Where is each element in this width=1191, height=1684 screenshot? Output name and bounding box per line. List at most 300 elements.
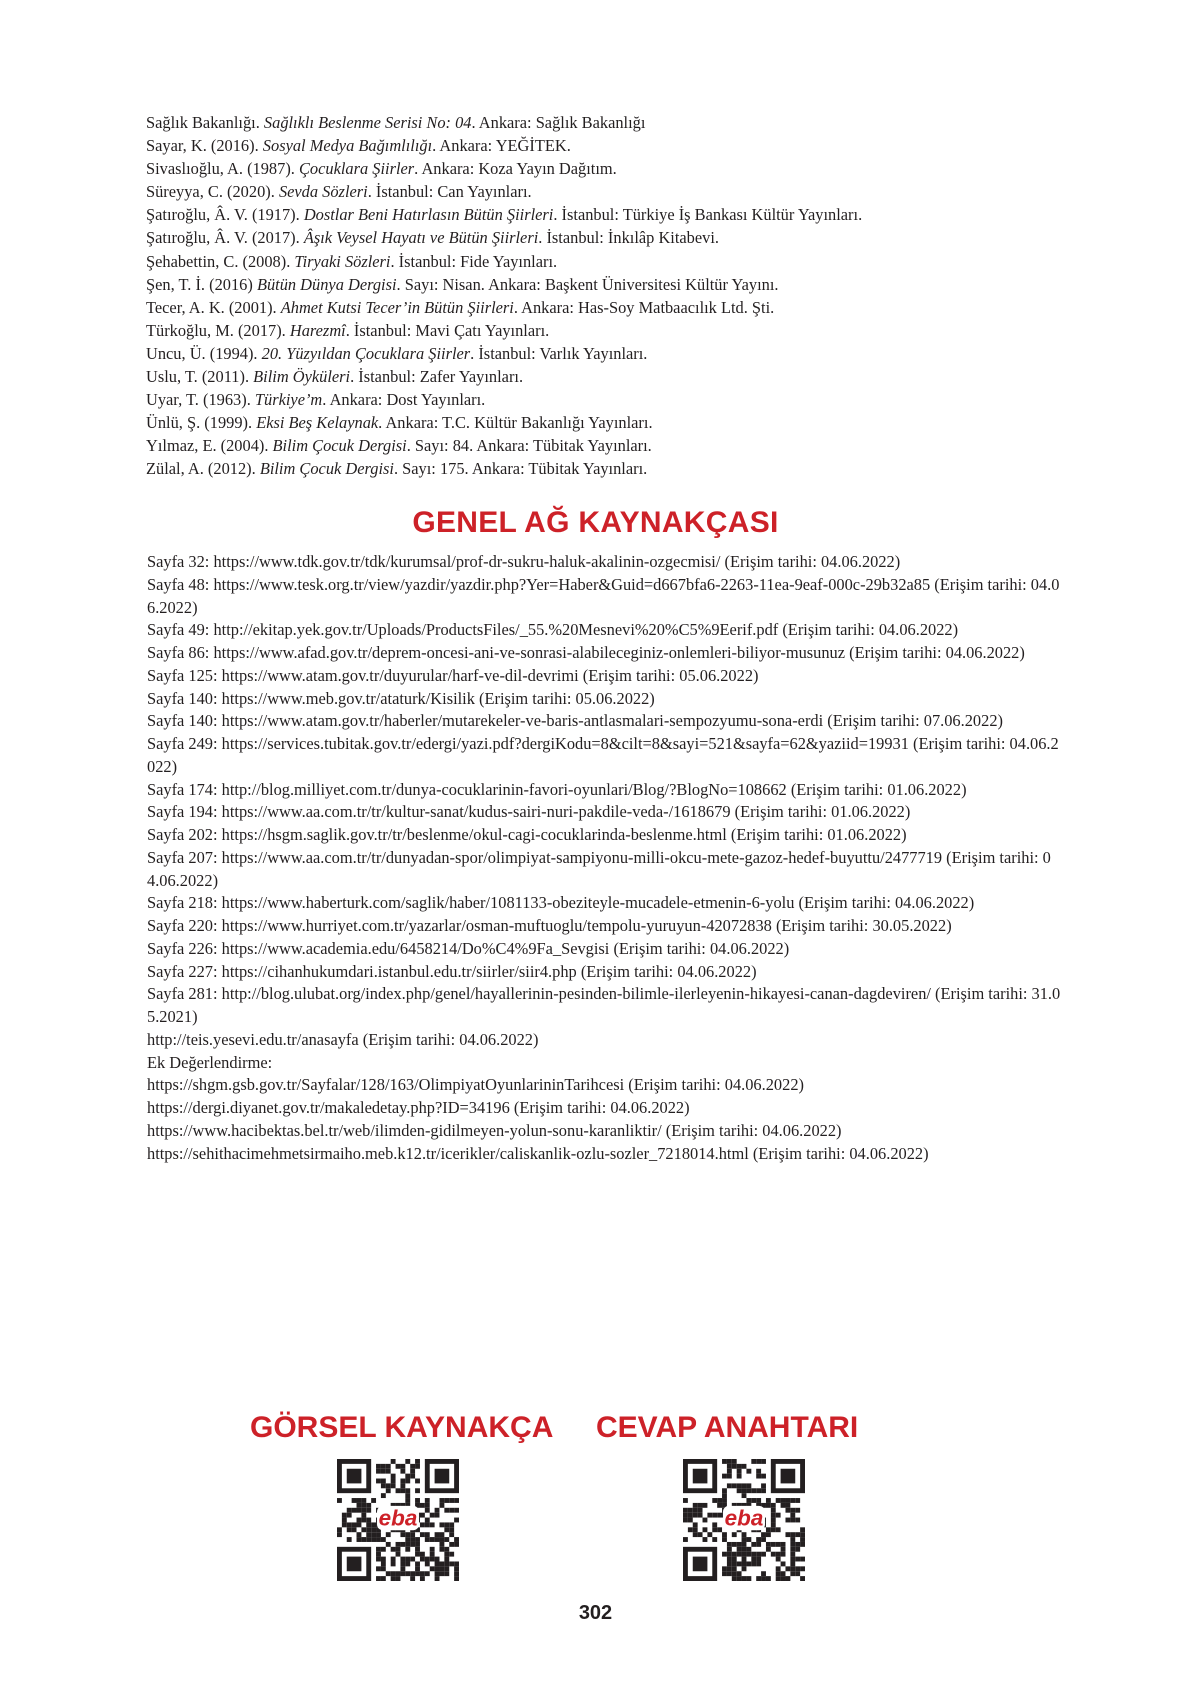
qr-module bbox=[761, 1474, 766, 1479]
qr-module bbox=[800, 1532, 805, 1537]
qr-module bbox=[415, 1498, 420, 1503]
qr-module bbox=[449, 1552, 454, 1557]
qr-module bbox=[420, 1503, 425, 1508]
qr-module bbox=[405, 1542, 410, 1547]
qr-module bbox=[347, 1527, 352, 1532]
qr-module bbox=[742, 1464, 747, 1469]
qr-module bbox=[425, 1522, 430, 1527]
qr-module bbox=[439, 1571, 444, 1576]
web-reference: Sayfa 249: https://services.tubitak.gov.tr/edergi/yazi.pdf?dergiKodu=8&cilt=8&sayi=521&sayfa=62&yaziid=19931 (Erişim tarihi: 04.06.2022) bbox=[147, 734, 1059, 776]
qr-module bbox=[742, 1542, 747, 1547]
qr-module bbox=[371, 1537, 376, 1542]
qr-module bbox=[785, 1576, 790, 1581]
qr-module bbox=[391, 1474, 396, 1479]
qr-module bbox=[761, 1483, 766, 1488]
qr-module bbox=[737, 1552, 742, 1557]
qr-module bbox=[746, 1469, 751, 1474]
bibliography-entry: Sayar, K. (2016). Sosyal Medya Bağımlılığı. Ankara: YEĞİTEK. bbox=[146, 136, 571, 156]
qr-module bbox=[737, 1464, 742, 1469]
web-reference: http://teis.yesevi.edu.tr/anasayfa (Erişim tarihi: 04.06.2022) bbox=[147, 1029, 539, 1049]
qr-module bbox=[449, 1508, 454, 1513]
qr-module bbox=[357, 1532, 362, 1537]
qr-module bbox=[746, 1498, 751, 1503]
qr-module bbox=[781, 1561, 786, 1566]
qr-module bbox=[712, 1527, 717, 1532]
qr-finder-inner bbox=[435, 1469, 450, 1484]
qr-module bbox=[766, 1498, 771, 1503]
qr-module bbox=[766, 1503, 771, 1508]
qr-module bbox=[756, 1542, 761, 1547]
bibliography-entry: Uslu, T. (2011). Bilim Öyküleri. İstanbul: Zafer Yayınları. bbox=[146, 367, 524, 387]
qr-finder-inner bbox=[347, 1557, 362, 1572]
bibliography-entry: Türkoğlu, M. (2017). Harezmî. İstanbul: Mavi Çatı Yayınları. bbox=[146, 320, 550, 340]
answer-key-qr-code[interactable] bbox=[683, 1459, 805, 1581]
qr-module bbox=[790, 1561, 795, 1566]
qr-module bbox=[737, 1576, 742, 1581]
web-reference: Sayfa 32: https://www.tdk.gov.tr/tdk/kurumsal/prof-dr-sukru-haluk-akalinin-ozgecmisi/ (Erişim tarihi: 04.06.2022) bbox=[147, 552, 901, 571]
qr-module bbox=[732, 1542, 737, 1547]
bibliography-entry: Şen, T. İ. (2016) Bütün Dünya Dergisi. Sayı: Nisan. Ankara: Başkent Üniversitesi Kültür Yayını. bbox=[146, 274, 779, 294]
qr-module bbox=[737, 1542, 742, 1547]
qr-module bbox=[737, 1547, 742, 1552]
qr-module bbox=[703, 1503, 708, 1508]
qr-code-icon bbox=[337, 1459, 459, 1581]
qr-module bbox=[376, 1537, 381, 1542]
qr-module bbox=[376, 1557, 381, 1562]
qr-module bbox=[405, 1561, 410, 1566]
qr-module bbox=[410, 1576, 415, 1581]
qr-module bbox=[761, 1537, 766, 1542]
qr-module bbox=[737, 1474, 742, 1479]
qr-module bbox=[795, 1508, 800, 1513]
qr-module bbox=[342, 1513, 347, 1518]
bibliography-entry: Uncu, Ü. (1994). 20. Yüzyıldan Çocuklara Şiirler. İstanbul: Varlık Yayınları. bbox=[146, 343, 648, 363]
qr-module bbox=[771, 1527, 776, 1532]
qr-module bbox=[400, 1483, 405, 1488]
qr-module bbox=[756, 1474, 761, 1479]
web-reference: Sayfa 281: http://blog.ulubat.org/index.php/genel/hayallerinin-pesinden-bilimle-ilerleyenin-hikayesi-canan-dagdeviren/ (Erişim tarihi: 31.05.2021) bbox=[147, 984, 1061, 1026]
qr-module bbox=[425, 1498, 430, 1503]
qr-module bbox=[742, 1561, 747, 1566]
qr-finder-inner bbox=[347, 1469, 362, 1484]
qr-module bbox=[381, 1483, 386, 1488]
qr-module bbox=[396, 1542, 401, 1547]
qr-module bbox=[737, 1483, 742, 1488]
qr-module bbox=[376, 1576, 381, 1581]
qr-finder-inner bbox=[781, 1469, 796, 1484]
qr-module bbox=[386, 1469, 391, 1474]
qr-module bbox=[342, 1518, 347, 1523]
visual-references-title: GÖRSEL KAYNAKÇA bbox=[250, 1411, 554, 1444]
web-references-list bbox=[147, 551, 1062, 1165]
qr-module bbox=[386, 1542, 391, 1547]
qr-module bbox=[790, 1513, 795, 1518]
qr-module bbox=[361, 1513, 366, 1518]
qr-module bbox=[366, 1532, 371, 1537]
qr-module bbox=[790, 1542, 795, 1547]
qr-module bbox=[391, 1483, 396, 1488]
qr-module bbox=[742, 1488, 747, 1493]
qr-module bbox=[439, 1542, 444, 1547]
qr-module bbox=[400, 1488, 405, 1493]
qr-module bbox=[790, 1552, 795, 1557]
qr-module bbox=[337, 1532, 342, 1537]
web-reference: Sayfa 207: https://www.aa.com.tr/tr/dunyadan-spor/olimpiyat-sampiyonu-milli-okcu-mete-gazoz-hedef-buyuttu/2477719 (Erişim tarihi: 04.06.2022) bbox=[147, 847, 1051, 890]
qr-module bbox=[396, 1571, 401, 1576]
qr-module bbox=[435, 1571, 440, 1576]
web-reference: Sayfa 218: https://www.haberturk.com/saglik/haber/1081133-obeziteyle-mucadele-etmenin-6-yolu (Erişim tarihi: 04.06.2022) bbox=[147, 893, 975, 913]
qr-module bbox=[430, 1557, 435, 1562]
qr-module bbox=[688, 1508, 693, 1513]
qr-module bbox=[795, 1566, 800, 1571]
qr-module bbox=[400, 1561, 405, 1566]
qr-module bbox=[435, 1566, 440, 1571]
qr-module bbox=[381, 1561, 386, 1566]
qr-module bbox=[361, 1498, 366, 1503]
qr-module bbox=[722, 1532, 727, 1537]
qr-module bbox=[425, 1518, 430, 1523]
qr-module bbox=[366, 1503, 371, 1508]
qr-module bbox=[410, 1532, 415, 1537]
qr-finder-inner bbox=[693, 1469, 708, 1484]
qr-module bbox=[722, 1537, 727, 1542]
qr-module bbox=[746, 1547, 751, 1552]
web-reference: Sayfa 140: https://www.meb.gov.tr/ataturk/Kisilik (Erişim tarihi: 05.06.2022) bbox=[147, 688, 655, 708]
qr-module bbox=[444, 1571, 449, 1576]
qr-module bbox=[727, 1557, 732, 1562]
qr-module bbox=[785, 1503, 790, 1508]
qr-module bbox=[790, 1518, 795, 1523]
qr-module bbox=[410, 1542, 415, 1547]
qr-module bbox=[727, 1483, 732, 1488]
qr-module bbox=[454, 1566, 459, 1571]
qr-module bbox=[776, 1527, 781, 1532]
qr-module bbox=[693, 1508, 698, 1513]
qr-module bbox=[357, 1498, 362, 1503]
qr-module bbox=[391, 1547, 396, 1552]
qr-module bbox=[361, 1508, 366, 1513]
qr-finder-inner bbox=[693, 1557, 708, 1572]
qr-module bbox=[751, 1557, 756, 1562]
qr-module bbox=[742, 1576, 747, 1581]
qr-module bbox=[352, 1508, 357, 1513]
qr-module bbox=[435, 1513, 440, 1518]
bibliography-entry: Sivaslıoğlu, A. (1987). Çocuklara Şiirler. Ankara: Koza Yayın Dağıtım. bbox=[146, 159, 617, 179]
qr-module bbox=[430, 1537, 435, 1542]
qr-module bbox=[371, 1498, 376, 1503]
qr-module bbox=[454, 1518, 459, 1523]
qr-module bbox=[717, 1498, 722, 1503]
qr-module bbox=[420, 1576, 425, 1581]
web-reference: Sayfa 86: https://www.afad.gov.tr/deprem-oncesi-ani-ve-sonrasi-alabileceginiz-onlemleri-biliyor-musunuz (Erişim tarihi: 04.06.2022) bbox=[147, 643, 1025, 662]
qr-module bbox=[400, 1571, 405, 1576]
qr-module bbox=[400, 1557, 405, 1562]
eba-logo-text: eba bbox=[378, 1505, 418, 1531]
qr-module bbox=[361, 1518, 366, 1523]
qr-module bbox=[790, 1498, 795, 1503]
qr-module bbox=[449, 1522, 454, 1527]
qr-module bbox=[381, 1464, 386, 1469]
qr-module bbox=[795, 1498, 800, 1503]
qr-module bbox=[410, 1469, 415, 1474]
qr-module bbox=[698, 1532, 703, 1537]
qr-module bbox=[722, 1571, 727, 1576]
qr-module bbox=[444, 1508, 449, 1513]
qr-module bbox=[439, 1566, 444, 1571]
qr-module bbox=[785, 1508, 790, 1513]
qr-module bbox=[391, 1459, 396, 1464]
qr-module bbox=[386, 1571, 391, 1576]
qr-module bbox=[366, 1537, 371, 1542]
qr-module bbox=[405, 1537, 410, 1542]
web-reference: Sayfa 125: https://www.atam.gov.tr/duyurular/harf-ve-dil-devrimi (Erişim tarihi: 05.06.2022) bbox=[147, 665, 759, 685]
qr-module bbox=[376, 1566, 381, 1571]
qr-module bbox=[790, 1557, 795, 1562]
qr-module bbox=[376, 1547, 381, 1552]
qr-module bbox=[717, 1503, 722, 1508]
qr-module bbox=[405, 1474, 410, 1479]
bibliography-entry: Uyar, T. (1963). Türkiye’m. Ankara: Dost Yayınları. bbox=[146, 390, 486, 410]
qr-module bbox=[742, 1493, 747, 1498]
qr-module bbox=[396, 1552, 401, 1557]
qr-module bbox=[435, 1537, 440, 1542]
qr-module bbox=[756, 1469, 761, 1474]
qr-module bbox=[391, 1571, 396, 1576]
bibliography-entry: Şatıroğlu, Â. V. (1917). Dostlar Beni Hatırlasın Bütün Şiirleri. İstanbul: Türkiye İş Bankası Kültür Yayınları. bbox=[146, 205, 863, 225]
qr-module bbox=[785, 1566, 790, 1571]
qr-module bbox=[781, 1542, 786, 1547]
qr-module bbox=[766, 1532, 771, 1537]
qr-module bbox=[732, 1561, 737, 1566]
qr-module bbox=[771, 1542, 776, 1547]
answer-key-title: CEVAP ANAHTARI bbox=[596, 1411, 859, 1444]
qr-module bbox=[727, 1464, 732, 1469]
qr-module bbox=[732, 1557, 737, 1562]
qr-module bbox=[357, 1508, 362, 1513]
qr-module bbox=[790, 1547, 795, 1552]
visual-references-qr-code[interactable] bbox=[337, 1459, 459, 1581]
qr-module bbox=[795, 1542, 800, 1547]
web-reference: Sayfa 226: https://www.academia.edu/6458214/Do%C4%9Fa_Sevgisi (Erişim tarihi: 04.06.2022) bbox=[147, 938, 790, 958]
page-number: 302 bbox=[578, 1602, 613, 1624]
qr-module bbox=[785, 1532, 790, 1537]
qr-module bbox=[722, 1459, 727, 1464]
qr-module bbox=[785, 1518, 790, 1523]
web-reference: Sayfa 194: https://www.aa.com.tr/tr/kultur-sanat/kudus-sairi-nuri-pakdile-veda-/1618679 (Erişim tarihi: 01.06.2022) bbox=[147, 802, 911, 822]
qr-module bbox=[688, 1513, 693, 1518]
qr-module bbox=[439, 1561, 444, 1566]
qr-module bbox=[698, 1503, 703, 1508]
qr-module bbox=[795, 1518, 800, 1523]
qr-module bbox=[727, 1459, 732, 1464]
qr-module bbox=[790, 1566, 795, 1571]
qr-module bbox=[790, 1508, 795, 1513]
qr-module bbox=[795, 1532, 800, 1537]
qr-module bbox=[415, 1566, 420, 1571]
qr-module bbox=[425, 1532, 430, 1537]
qr-module bbox=[751, 1498, 756, 1503]
qr-module bbox=[415, 1561, 420, 1566]
qr-module bbox=[396, 1464, 401, 1469]
qr-module bbox=[756, 1537, 761, 1542]
qr-module bbox=[381, 1537, 386, 1542]
qr-module bbox=[771, 1552, 776, 1557]
qr-module bbox=[415, 1537, 420, 1542]
qr-module bbox=[742, 1537, 747, 1542]
qr-module bbox=[430, 1566, 435, 1571]
qr-module bbox=[361, 1503, 366, 1508]
qr-module bbox=[781, 1503, 786, 1508]
web-reference: Sayfa 48: https://www.tesk.org.tr/view/yazdir/yazdir.php?Yer=Haber&Guid=d667bfa6-2263-11ea-9eaf-000c-29b32a85 (Erişim tarihi: 04.06.2022) bbox=[147, 574, 1060, 617]
qr-module bbox=[776, 1576, 781, 1581]
qr-module bbox=[439, 1522, 444, 1527]
qr-module bbox=[746, 1561, 751, 1566]
qr-module bbox=[727, 1474, 732, 1479]
qr-module bbox=[449, 1542, 454, 1547]
qr-module bbox=[425, 1537, 430, 1542]
qr-module bbox=[742, 1557, 747, 1562]
qr-module bbox=[727, 1547, 732, 1552]
qr-module bbox=[337, 1527, 342, 1532]
qr-module bbox=[381, 1576, 386, 1581]
qr-module bbox=[347, 1513, 352, 1518]
qr-module bbox=[800, 1576, 805, 1581]
qr-module bbox=[435, 1557, 440, 1562]
web-reference: Sayfa 49: http://ekitap.yek.gov.tr/Uploads/ProductsFiles/_55.%20Mesnevi%20%C5%9Eerif.pdf (Erişim tarihi: 04.06.2022) bbox=[147, 620, 959, 640]
qr-module bbox=[454, 1498, 459, 1503]
qr-module bbox=[381, 1469, 386, 1474]
qr-module bbox=[371, 1527, 376, 1532]
qr-module bbox=[761, 1459, 766, 1464]
qr-module bbox=[771, 1503, 776, 1508]
qr-module bbox=[751, 1459, 756, 1464]
qr-code-icon bbox=[683, 1459, 805, 1581]
qr-module bbox=[444, 1498, 449, 1503]
qr-module bbox=[698, 1508, 703, 1513]
qr-module bbox=[352, 1522, 357, 1527]
qr-module bbox=[737, 1561, 742, 1566]
qr-module bbox=[444, 1522, 449, 1527]
qr-module bbox=[376, 1532, 381, 1537]
web-reference: Sayfa 227: https://cihanhukumdari.istanbul.edu.tr/siirler/siir4.php (Erişim tarihi: 04.06.2022) bbox=[147, 961, 757, 981]
qr-module bbox=[439, 1503, 444, 1508]
qr-module bbox=[756, 1552, 761, 1557]
qr-module bbox=[712, 1522, 717, 1527]
qr-module bbox=[776, 1542, 781, 1547]
web-reference: Sayfa 140: https://www.atam.gov.tr/haberler/mutarekeler-ve-baris-antlasmalari-sempozyumu-sona-erdi (Erişim tarihi: 07.06.2022) bbox=[147, 711, 1003, 731]
qr-module bbox=[439, 1532, 444, 1537]
qr-module bbox=[722, 1474, 727, 1479]
qr-module bbox=[800, 1537, 805, 1542]
qr-module bbox=[707, 1513, 712, 1518]
qr-module bbox=[781, 1547, 786, 1552]
qr-module bbox=[771, 1508, 776, 1513]
qr-module bbox=[727, 1469, 732, 1474]
qr-module bbox=[781, 1571, 786, 1576]
qr-module bbox=[771, 1513, 776, 1518]
qr-module bbox=[722, 1493, 727, 1498]
qr-module bbox=[454, 1561, 459, 1566]
qr-module bbox=[386, 1488, 391, 1493]
qr-module bbox=[415, 1479, 420, 1484]
qr-module bbox=[400, 1542, 405, 1547]
qr-module bbox=[400, 1464, 405, 1469]
qr-module bbox=[454, 1571, 459, 1576]
qr-module bbox=[712, 1537, 717, 1542]
qr-module bbox=[727, 1542, 732, 1547]
qr-module bbox=[756, 1557, 761, 1562]
web-reference: https://sehithacimehmetsirmaiho.meb.k12.tr/icerikler/caliskanlik-ozlu-sozler_7218014.html (Erişim tarihi: 04.06.2022) bbox=[147, 1143, 929, 1163]
qr-module bbox=[683, 1518, 688, 1523]
qr-module bbox=[430, 1552, 435, 1557]
qr-module bbox=[756, 1459, 761, 1464]
qr-module bbox=[737, 1488, 742, 1493]
web-references-title: GENEL AĞ KAYNAKÇASI bbox=[412, 506, 779, 539]
qr-module bbox=[444, 1561, 449, 1566]
qr-module bbox=[381, 1479, 386, 1484]
qr-module bbox=[366, 1527, 371, 1532]
qr-module bbox=[732, 1552, 737, 1557]
qr-module bbox=[420, 1552, 425, 1557]
qr-module bbox=[746, 1537, 751, 1542]
qr-module bbox=[742, 1532, 747, 1537]
qr-module bbox=[425, 1561, 430, 1566]
qr-module bbox=[742, 1483, 747, 1488]
qr-module bbox=[405, 1498, 410, 1503]
qr-module bbox=[347, 1537, 352, 1542]
qr-module bbox=[415, 1542, 420, 1547]
qr-module bbox=[756, 1488, 761, 1493]
qr-module bbox=[790, 1571, 795, 1576]
web-reference: Sayfa 202: https://hsgm.saglik.gov.tr/tr/beslenme/okul-cagi-cocuklarinda-beslenme.html (Erişim tarihi: 01.06.2022) bbox=[147, 825, 907, 844]
qr-module bbox=[400, 1469, 405, 1474]
qr-module bbox=[366, 1508, 371, 1513]
qr-module bbox=[688, 1527, 693, 1532]
qr-module bbox=[415, 1459, 420, 1464]
bibliography-entry: Sağlık Bakanlığı. Sağlıklı Beslenme Serisi No: 04. Ankara: Sağlık Bakanlığı bbox=[146, 113, 646, 132]
qr-module bbox=[707, 1532, 712, 1537]
qr-module bbox=[376, 1552, 381, 1557]
qr-module bbox=[776, 1566, 781, 1571]
qr-module bbox=[405, 1488, 410, 1493]
qr-module bbox=[742, 1552, 747, 1557]
qr-module bbox=[449, 1527, 454, 1532]
qr-module bbox=[430, 1547, 435, 1552]
qr-module bbox=[337, 1498, 342, 1503]
qr-module bbox=[712, 1513, 717, 1518]
qr-module bbox=[425, 1571, 430, 1576]
qr-module bbox=[444, 1547, 449, 1552]
qr-module bbox=[795, 1547, 800, 1552]
qr-module bbox=[444, 1557, 449, 1562]
qr-module bbox=[342, 1522, 347, 1527]
qr-module bbox=[766, 1542, 771, 1547]
qr-module bbox=[746, 1576, 751, 1581]
qr-module bbox=[449, 1498, 454, 1503]
bibliography-entry: Şehabettin, C. (2008). Tiryaki Sözleri. İstanbul: Fide Yayınları. bbox=[146, 251, 558, 271]
qr-module bbox=[746, 1483, 751, 1488]
qr-module bbox=[693, 1532, 698, 1537]
qr-module bbox=[415, 1464, 420, 1469]
qr-module bbox=[415, 1571, 420, 1576]
qr-module bbox=[732, 1571, 737, 1576]
qr-module bbox=[435, 1508, 440, 1513]
web-reference: Ek Değerlendirme: bbox=[147, 1052, 273, 1072]
qr-module bbox=[420, 1557, 425, 1562]
qr-module bbox=[410, 1537, 415, 1542]
qr-module bbox=[756, 1576, 761, 1581]
qr-module bbox=[425, 1557, 430, 1562]
